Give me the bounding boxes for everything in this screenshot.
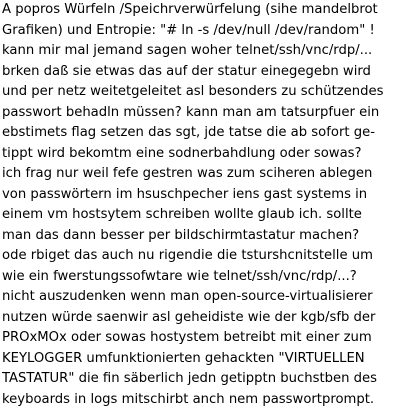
text-line-16: nutzen würde saenwir asl geheidiste wie der kgb/sfb der — [2, 308, 375, 329]
text-line-3: kann mir mal jemand sagen woher telnet/ssh/vnc/rdp/... — [2, 41, 372, 62]
text-line-6: passwort behadln müssen? kann man am tatsurpfuer ein — [2, 103, 379, 124]
text-line-14: wie ein fwerstungssofwtare wie telnet/ssh/vnc/rdp/...? — [2, 267, 357, 288]
text-line-10: von passwörtern im hsuschpecher iens gast systems in — [2, 185, 367, 206]
text-line-12: man das dann besser per bildschirmtastatur machen? — [2, 226, 359, 247]
text-line-11: einem vm hostsytem schreiben wollte glaub ich. sollte — [2, 205, 362, 226]
text-line-8: tippt wird bekomtm eine sodnerbahdlung oder sowas? — [2, 144, 362, 165]
text-line-19: TASTATUR" die fin säberlich jedn getipptn buchstben des — [2, 369, 377, 390]
text-line-15: nicht auszudenken wenn man open-source-virtualisierer — [2, 287, 373, 308]
text-line-18: KEYLOGGER umfunktionierten gehackten "VIRTUELLEN — [2, 349, 365, 370]
text-line-5: und per netz weitetgeleitet asl besonders zu schützendes — [2, 82, 384, 103]
text-line-2: Grafiken) und Entropie: "# ln -s /dev/null /dev/random" ! — [2, 21, 375, 42]
text-line-20: keyboards in logs mitschirbt anch nem passwortprompt. — [2, 390, 374, 410]
text-line-4: brken daß sie etwas das auf der statur einegegebn wird — [2, 62, 371, 83]
text-line-1: A popros Würfeln /Speichrverwürfelung (sihe mandelbrot — [2, 0, 378, 21]
text-line-13: ode rbiget das auch nu rigendie die tsturshcnitstelle um — [2, 246, 373, 267]
text-line-17: PROxMOx oder sowas hostystem betreibt mit einer zum — [2, 328, 372, 349]
document-text — [2, 0, 405, 410]
text-line-7: ebstimets flag setzen das sgt, jde tatse die ab sofort ge- — [2, 123, 375, 144]
text-line-9: ich frag nur weil fefe gestren was zum sciheren ablegen — [2, 164, 372, 185]
